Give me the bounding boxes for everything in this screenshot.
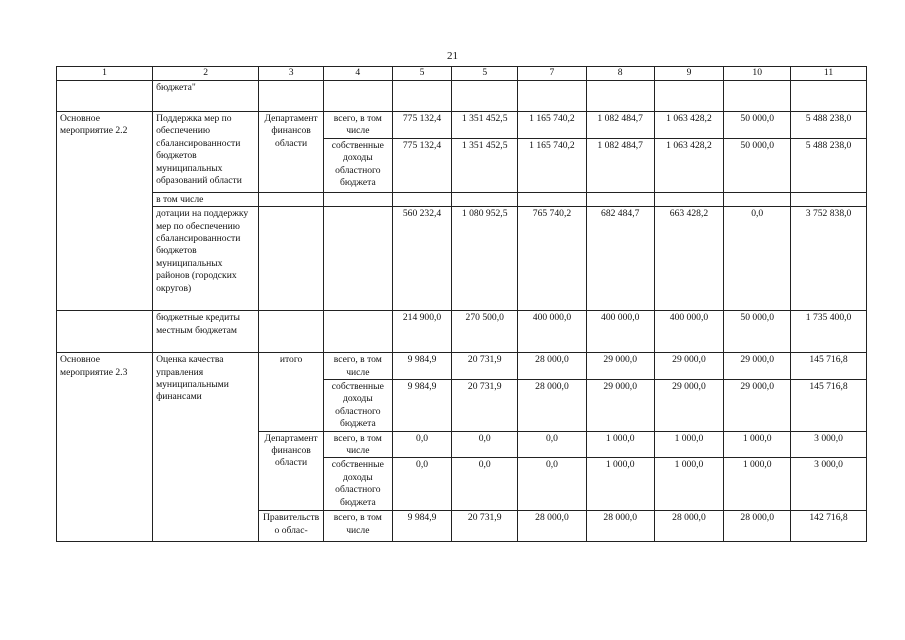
column-header: 5: [452, 67, 518, 81]
table-row: [57, 81, 867, 112]
cell-value: 1 000,0: [724, 458, 791, 511]
cell-value: 9 984,9: [392, 511, 452, 542]
cell-value: 9 984,9: [392, 353, 452, 380]
cell-value: 1 063 428,2: [654, 138, 724, 192]
cell-value: 1 735 400,0: [791, 311, 867, 353]
cell-value: 1 000,0: [724, 431, 791, 458]
column-header: 8: [586, 67, 654, 81]
cell-value: 20 731,9: [452, 380, 518, 432]
cell-value: 29 000,0: [586, 380, 654, 432]
cell-value: 560 232,4: [392, 207, 452, 311]
cell: [518, 81, 587, 112]
cell-executor: Департамент финансов области: [259, 431, 324, 511]
cell: [791, 192, 867, 206]
cell-description: в том числе: [153, 192, 259, 206]
cell: [518, 192, 587, 206]
cell-value: 400 000,0: [518, 311, 587, 353]
cell: [323, 207, 392, 311]
cell-value: 214 900,0: [392, 311, 452, 353]
table-row: [57, 207, 867, 311]
cell: [724, 192, 791, 206]
table-row: [57, 112, 867, 139]
cell-funding: всего, в том числе: [323, 431, 392, 458]
cell: [259, 81, 324, 112]
cell-value: 28 000,0: [518, 380, 587, 432]
column-header: 9: [654, 67, 724, 81]
cell-value: 1 000,0: [654, 431, 724, 458]
cell-value: 1 082 484,7: [586, 138, 654, 192]
cell-measure: Основное мероприятие 2.2: [57, 112, 153, 311]
cell-executor: итого: [259, 353, 324, 431]
cell-executor: Департамент финансов области: [259, 112, 324, 193]
cell-value: 28 000,0: [654, 511, 724, 542]
cell-funding: всего, в том числе: [323, 511, 392, 542]
table-row: [57, 192, 867, 206]
column-header: 2: [153, 67, 259, 81]
column-header: 11: [791, 67, 867, 81]
cell-value: 50 000,0: [724, 138, 791, 192]
column-header: 10: [724, 67, 791, 81]
cell: [654, 192, 724, 206]
cell-value: 28 000,0: [518, 511, 587, 542]
page-number: 21: [447, 50, 458, 62]
column-header: 3: [259, 67, 324, 81]
cell-value: 775 132,4: [392, 112, 452, 139]
column-header: 4: [323, 67, 392, 81]
cell-value: 145 716,8: [791, 353, 867, 380]
cell-value: 1 063 428,2: [654, 112, 724, 139]
table-row: [57, 353, 867, 380]
cell-value: 0,0: [724, 207, 791, 311]
cell-value: 29 000,0: [586, 353, 654, 380]
cell-value: 0,0: [452, 458, 518, 511]
cell-value: 0,0: [518, 458, 587, 511]
cell-value: 3 000,0: [791, 458, 867, 511]
cell: [586, 192, 654, 206]
cell-description: бюджета": [153, 81, 259, 112]
cell-value: 145 716,8: [791, 380, 867, 432]
cell-funding: всего, в том числе: [323, 112, 392, 139]
cell-executor: Правительство облас-: [259, 511, 324, 542]
column-header: 5: [392, 67, 452, 81]
cell-description: Оценка качества управления муниципальными финансами: [153, 353, 259, 542]
cell-value: 3 000,0: [791, 431, 867, 458]
cell-value: 29 000,0: [654, 380, 724, 432]
cell-value: 20 731,9: [452, 353, 518, 380]
cell-value: 29 000,0: [724, 380, 791, 432]
cell: [57, 311, 153, 353]
cell-description: дотации на поддержку мер по обеспечению сбалансированности бюджетов муниципальных районов (городских округов): [153, 207, 259, 311]
cell-value: 50 000,0: [724, 112, 791, 139]
cell: [323, 192, 392, 206]
cell-value: 5 488 238,0: [791, 138, 867, 192]
column-header: 7: [518, 67, 587, 81]
cell: [323, 81, 392, 112]
cell: [654, 81, 724, 112]
cell-value: 1 165 740,2: [518, 112, 587, 139]
cell: [791, 81, 867, 112]
cell-measure: Основное мероприятие 2.3: [57, 353, 153, 542]
cell-value: 1 080 952,5: [452, 207, 518, 311]
cell-value: 775 132,4: [392, 138, 452, 192]
cell: [259, 311, 324, 353]
cell-value: 29 000,0: [654, 353, 724, 380]
cell: [323, 311, 392, 353]
cell-value: 9 984,9: [392, 380, 452, 432]
cell-funding: собственные доходы областного бюджета: [323, 138, 392, 192]
column-header: 1: [57, 67, 153, 81]
cell-value: 50 000,0: [724, 311, 791, 353]
cell-value: 1 351 452,5: [452, 112, 518, 139]
cell: [259, 192, 324, 206]
cell-value: 1 000,0: [654, 458, 724, 511]
cell: [392, 192, 452, 206]
cell-value: 765 740,2: [518, 207, 587, 311]
cell: [724, 81, 791, 112]
cell-value: 682 484,7: [586, 207, 654, 311]
cell-value: 28 000,0: [724, 511, 791, 542]
cell-value: 0,0: [518, 431, 587, 458]
cell-value: 1 000,0: [586, 458, 654, 511]
cell-value: 270 500,0: [452, 311, 518, 353]
cell: [259, 207, 324, 311]
cell-value: 0,0: [452, 431, 518, 458]
cell: [452, 192, 518, 206]
cell-value: 5 488 238,0: [791, 112, 867, 139]
cell-value: 400 000,0: [586, 311, 654, 353]
cell: [586, 81, 654, 112]
cell-value: 3 752 838,0: [791, 207, 867, 311]
cell: [57, 81, 153, 112]
cell-value: 1 165 740,2: [518, 138, 587, 192]
cell: [392, 81, 452, 112]
cell-value: 29 000,0: [724, 353, 791, 380]
cell-value: 1 000,0: [586, 431, 654, 458]
cell-value: 28 000,0: [518, 353, 587, 380]
cell-value: 663 428,2: [654, 207, 724, 311]
cell-value: 142 716,8: [791, 511, 867, 542]
header-row: [57, 67, 867, 81]
cell-value: 28 000,0: [586, 511, 654, 542]
cell-description: Поддержка мер по обеспечению сбалансированности бюджетов муниципальных образований области: [153, 112, 259, 193]
cell: [452, 81, 518, 112]
cell-value: 1 351 452,5: [452, 138, 518, 192]
cell-description: бюджетные кредиты местным бюджетам: [153, 311, 259, 353]
cell-funding: собственные доходы областного бюджета: [323, 458, 392, 511]
cell-value: 400 000,0: [654, 311, 724, 353]
cell-value: 20 731,9: [452, 511, 518, 542]
cell-value: 0,0: [392, 431, 452, 458]
cell-value: 1 082 484,7: [586, 112, 654, 139]
budget-table: [56, 66, 867, 542]
table-row: [57, 311, 867, 353]
cell-funding: всего, в том числе: [323, 353, 392, 380]
cell-funding: собственные доходы областного бюджета: [323, 380, 392, 432]
cell-value: 0,0: [392, 458, 452, 511]
